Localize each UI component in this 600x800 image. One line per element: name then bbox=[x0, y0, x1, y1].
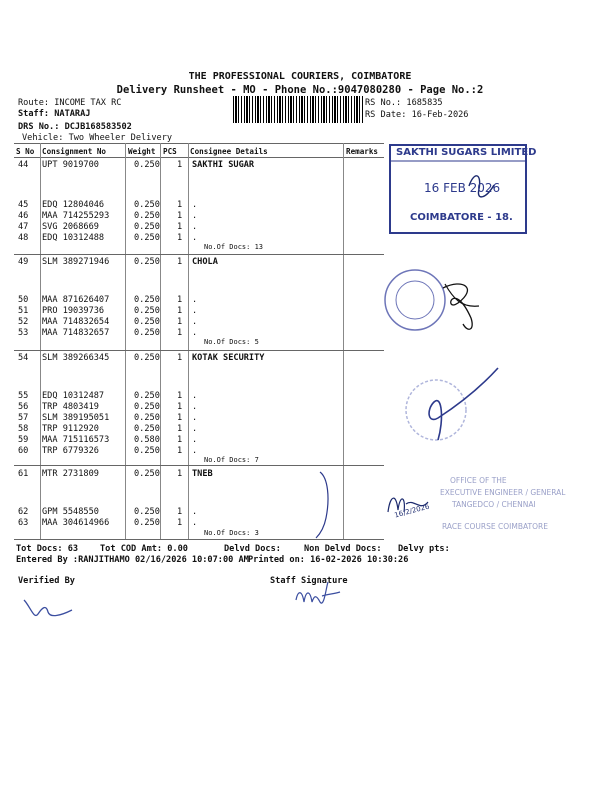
row-pcs: 1 bbox=[177, 160, 183, 170]
row-consignment: EDQ 10312488 bbox=[42, 233, 105, 243]
row-consignment: UPT 9019700 bbox=[42, 160, 99, 170]
row-consignee: . bbox=[192, 446, 198, 456]
col-weight: Weight bbox=[128, 147, 156, 156]
row-weight: 0.250 bbox=[134, 391, 160, 401]
row-consignment: MAA 715116573 bbox=[42, 435, 110, 445]
delivery-points: Delvy pts: bbox=[398, 544, 450, 554]
row-consignee: KOTAK SECURITY bbox=[192, 353, 265, 363]
row-weight: 0.250 bbox=[134, 211, 160, 221]
non-delivered-docs: Non Delvd Docs: bbox=[304, 544, 382, 554]
row-consignment: MAA 714832654 bbox=[42, 317, 110, 327]
group-divider bbox=[14, 350, 384, 351]
docs-count: No.Of Docs: 13 bbox=[204, 243, 264, 251]
row-sno: 51 bbox=[18, 306, 29, 316]
tneb-stamp-line3: TANGEDCO / CHENNAI bbox=[452, 500, 536, 509]
row-sno: 46 bbox=[18, 211, 29, 221]
col-remarks: Remarks bbox=[346, 147, 379, 156]
total-docs: Tot Docs: 63 bbox=[16, 544, 79, 554]
row-weight: 0.250 bbox=[134, 402, 160, 412]
row-consignment: SLM 389271946 bbox=[42, 257, 110, 267]
tneb-bracket-mark bbox=[310, 468, 350, 540]
row-sno: 54 bbox=[18, 353, 29, 363]
row-consignment: EDQ 10312487 bbox=[42, 391, 105, 401]
kotak-stamp-signature bbox=[398, 360, 508, 460]
row-weight: 0.250 bbox=[134, 446, 160, 456]
row-pcs: 1 bbox=[177, 402, 183, 412]
staff-label: Staff: NATARAJ bbox=[18, 109, 91, 119]
row-consignee: . bbox=[192, 211, 198, 221]
row-pcs: 1 bbox=[177, 233, 183, 243]
tneb-handwritten-date: 16/2/2026 bbox=[393, 502, 431, 520]
row-pcs: 1 bbox=[177, 518, 183, 528]
delivered-docs: Delvd Docs: bbox=[224, 544, 281, 554]
grid-line bbox=[40, 143, 41, 539]
row-weight: 0.250 bbox=[134, 306, 160, 316]
row-pcs: 1 bbox=[177, 257, 183, 267]
row-consignment: TRP 9112920 bbox=[42, 424, 99, 434]
row-consignee: . bbox=[192, 402, 198, 412]
row-weight: 0.250 bbox=[134, 295, 160, 305]
row-consignee: . bbox=[192, 306, 198, 316]
row-sno: 62 bbox=[18, 507, 29, 517]
row-consignment: EDQ 12804046 bbox=[42, 200, 105, 210]
row-pcs: 1 bbox=[177, 446, 183, 456]
tneb-stamp-line4: RACE COURSE COIMBATORE bbox=[442, 522, 548, 531]
grid-line bbox=[188, 143, 189, 539]
row-pcs: 1 bbox=[177, 306, 183, 316]
row-consignee: SAKTHI SUGAR bbox=[192, 160, 255, 170]
col-pcs: PCS bbox=[163, 147, 177, 156]
row-consignee: . bbox=[192, 424, 198, 434]
row-sno: 58 bbox=[18, 424, 29, 434]
row-sno: 61 bbox=[18, 469, 29, 479]
grid-line bbox=[160, 143, 161, 539]
row-consignee: . bbox=[192, 222, 198, 232]
route-label: Route: INCOME TAX RC bbox=[18, 98, 122, 108]
row-sno: 56 bbox=[18, 402, 29, 412]
printed-on: Printed on: 16-02-2026 10:30:26 bbox=[248, 555, 409, 565]
row-weight: 0.250 bbox=[134, 233, 160, 243]
table-top-border bbox=[14, 143, 384, 144]
row-consignee: . bbox=[192, 233, 198, 243]
col-consignee: Consignee Details bbox=[190, 147, 268, 156]
row-sno: 63 bbox=[18, 518, 29, 528]
row-weight: 0.580 bbox=[134, 435, 160, 445]
row-consignee: . bbox=[192, 413, 198, 423]
row-sno: 57 bbox=[18, 413, 29, 423]
grid-line bbox=[125, 143, 126, 539]
row-pcs: 1 bbox=[177, 507, 183, 517]
row-sno: 53 bbox=[18, 328, 29, 338]
row-sno: 55 bbox=[18, 391, 29, 401]
row-consignee: TNEB bbox=[192, 469, 213, 479]
stamp-company-name: SAKTHI SUGARS LIMITED bbox=[396, 147, 537, 158]
row-weight: 0.250 bbox=[134, 257, 160, 267]
row-sno: 50 bbox=[18, 295, 29, 305]
entered-by: Entered By :RANJITHAMO 02/16/2026 10:07:00 AM bbox=[16, 555, 249, 565]
row-consignee: . bbox=[192, 435, 198, 445]
row-consignee: . bbox=[192, 391, 198, 401]
row-pcs: 1 bbox=[177, 328, 183, 338]
row-consignment: MAA 714832657 bbox=[42, 328, 110, 338]
row-pcs: 1 bbox=[177, 211, 183, 221]
row-consignee: . bbox=[192, 317, 198, 327]
row-sno: 47 bbox=[18, 222, 29, 232]
col-consignment: Consignment No bbox=[42, 147, 107, 156]
row-consignee: . bbox=[192, 295, 198, 305]
barcode bbox=[233, 96, 363, 123]
row-pcs: 1 bbox=[177, 295, 183, 305]
row-pcs: 1 bbox=[177, 222, 183, 232]
chola-stamp-signature bbox=[383, 258, 493, 346]
row-sno: 44 bbox=[18, 160, 29, 170]
row-consignment: TRP 6779326 bbox=[42, 446, 99, 456]
company-title: THE PROFESSIONAL COURIERS, COIMBATORE bbox=[188, 71, 412, 82]
verified-signature bbox=[20, 590, 80, 626]
docs-count: No.Of Docs: 5 bbox=[204, 338, 259, 346]
row-consignment: MAA 304614966 bbox=[42, 518, 110, 528]
verified-by-label: Verified By bbox=[18, 576, 75, 586]
row-sno: 60 bbox=[18, 446, 29, 456]
rs-number: RS No.: 1685835 bbox=[365, 98, 443, 108]
row-consignee: . bbox=[192, 507, 198, 517]
row-weight: 0.250 bbox=[134, 353, 160, 363]
docs-count: No.Of Docs: 3 bbox=[204, 529, 259, 537]
row-consignment: PRO 19039736 bbox=[42, 306, 105, 316]
col-sno: S No bbox=[16, 147, 35, 156]
row-consignment: TRP 4803419 bbox=[42, 402, 99, 412]
row-consignee: . bbox=[192, 328, 198, 338]
row-consignee: . bbox=[192, 518, 198, 528]
staff-signature bbox=[292, 578, 342, 612]
row-consignment: MAA 871626407 bbox=[42, 295, 110, 305]
row-pcs: 1 bbox=[177, 391, 183, 401]
row-weight: 0.250 bbox=[134, 317, 160, 327]
rs-date: RS Date: 16-Feb-2026 bbox=[365, 110, 469, 120]
row-consignment: SLM 389266345 bbox=[42, 353, 110, 363]
row-pcs: 1 bbox=[177, 424, 183, 434]
row-sno: 59 bbox=[18, 435, 29, 445]
row-consignee: CHOLA bbox=[192, 257, 218, 267]
row-consignment: SVG 2068669 bbox=[42, 222, 99, 232]
row-pcs: 1 bbox=[177, 317, 183, 327]
runsheet-title: Delivery Runsheet - MO - Phone No.:9047080280 - Page No.:2 bbox=[116, 84, 484, 96]
row-weight: 0.250 bbox=[134, 160, 160, 170]
row-pcs: 1 bbox=[177, 200, 183, 210]
staff-signature-label: Staff Signature bbox=[270, 576, 348, 586]
row-weight: 0.250 bbox=[134, 328, 160, 338]
row-consignment: MAA 714255293 bbox=[42, 211, 110, 221]
sakthi-sugars-stamp bbox=[384, 141, 537, 237]
row-sno: 45 bbox=[18, 200, 29, 210]
row-consignee: . bbox=[192, 200, 198, 210]
row-consignment: GPM 5548550 bbox=[42, 507, 99, 517]
row-consignment: MTR 2731809 bbox=[42, 469, 99, 479]
row-weight: 0.250 bbox=[134, 424, 160, 434]
row-sno: 48 bbox=[18, 233, 29, 243]
row-weight: 0.250 bbox=[134, 200, 160, 210]
row-weight: 0.250 bbox=[134, 518, 160, 528]
row-pcs: 1 bbox=[177, 413, 183, 423]
vehicle-label: Vehicle: Two Wheeler Delivery bbox=[22, 133, 173, 143]
stamp-date: 16 FEB 2026 bbox=[424, 181, 501, 195]
tneb-stamp-line2: EXECUTIVE ENGINEER / GENERAL bbox=[440, 488, 566, 497]
group-divider bbox=[14, 254, 384, 255]
row-consignment: SLM 389195051 bbox=[42, 413, 110, 423]
group-divider bbox=[14, 465, 384, 466]
docs-count: No.Of Docs: 7 bbox=[204, 456, 259, 464]
row-sno: 52 bbox=[18, 317, 29, 327]
row-weight: 0.250 bbox=[134, 222, 160, 232]
row-sno: 49 bbox=[18, 257, 29, 267]
row-weight: 0.250 bbox=[134, 413, 160, 423]
tneb-office-stamp bbox=[380, 474, 580, 540]
header-bottom-border bbox=[14, 157, 384, 158]
row-pcs: 1 bbox=[177, 353, 183, 363]
stamp-city: COIMBATORE - 18. bbox=[410, 212, 513, 223]
row-weight: 0.250 bbox=[134, 507, 160, 517]
tneb-stamp-line1: OFFICE OF THE bbox=[450, 476, 507, 485]
row-pcs: 1 bbox=[177, 435, 183, 445]
row-pcs: 1 bbox=[177, 469, 183, 479]
row-weight: 0.250 bbox=[134, 469, 160, 479]
total-cod: Tot COD Amt: 0.00 bbox=[100, 544, 188, 554]
drs-label: DRS No.: DCJB168583502 bbox=[18, 122, 132, 132]
